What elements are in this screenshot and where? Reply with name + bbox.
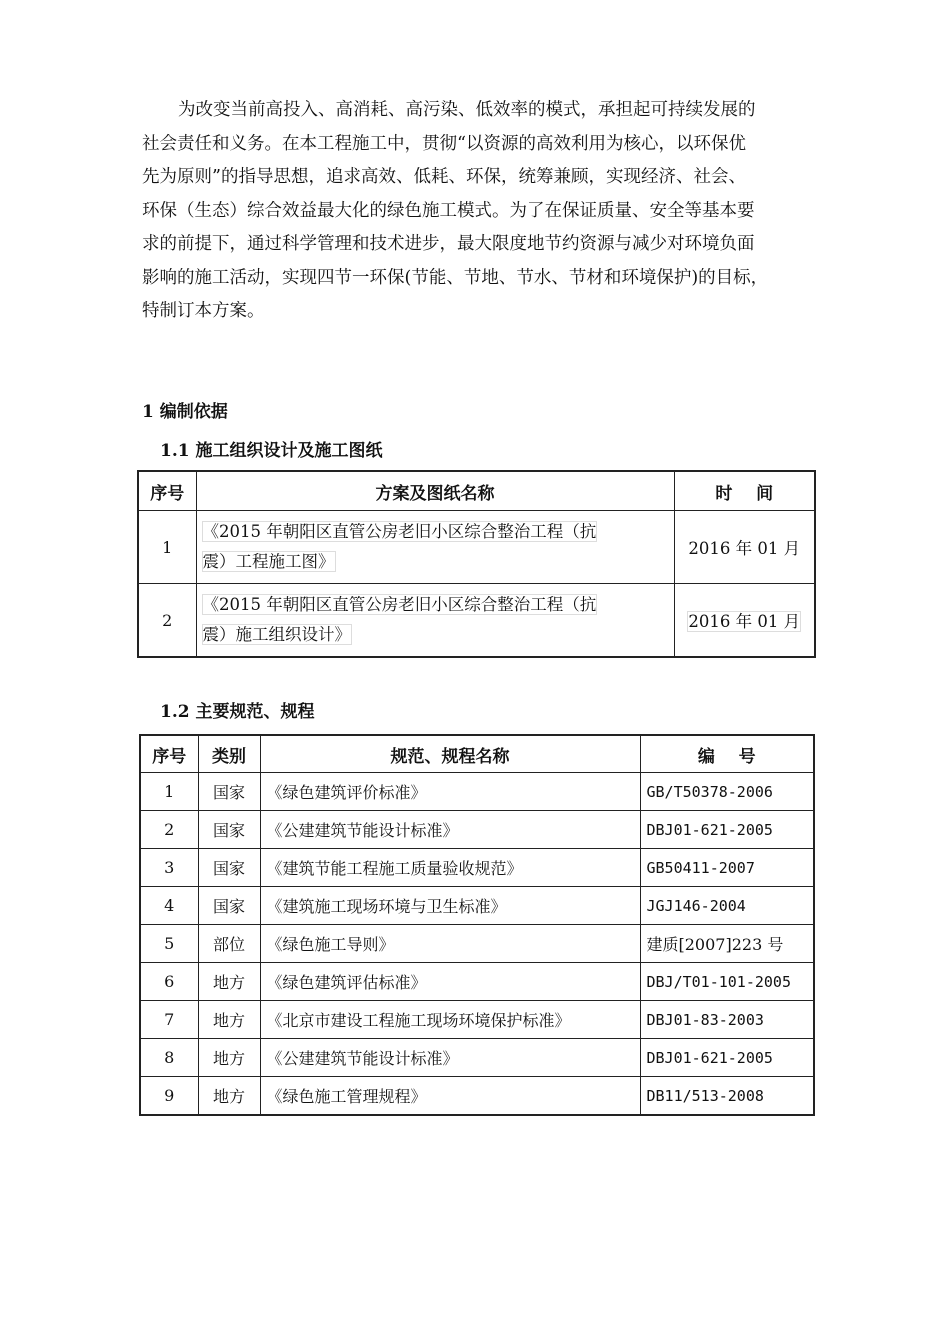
row-no: 1 [138, 511, 196, 584]
name-line: 《2015 年朝阳区直管公房老旧小区综合整治工程（抗 [202, 595, 597, 614]
header-no: 序号 [138, 471, 196, 511]
row-category: 国家 [198, 811, 260, 849]
header-no: 序号 [140, 735, 198, 773]
name-line: 震）施工组织设计》 [202, 625, 351, 644]
intro-line: 社会责任和义务。在本工程施工中，贯彻“以资源的高效利用为核心，以环保优 [142, 133, 746, 154]
row-code: GB50411-2007 [640, 849, 814, 887]
row-code: JGJ146-2004 [640, 887, 814, 925]
row-code: DBJ/T01-101-2005 [640, 963, 814, 1001]
subsection-heading-design-drawings: 1.1 施工组织设计及施工图纸 [160, 441, 383, 461]
row-category: 地方 [198, 1039, 260, 1077]
row-code: DBJ01-83-2003 [640, 1001, 814, 1039]
header-name: 方案及图纸名称 [196, 471, 674, 511]
row-code: DB11/513-2008 [640, 1077, 814, 1116]
row-standard-name: 《北京市建设工程施工现场环境保护标准》 [260, 1001, 640, 1039]
row-category: 地方 [198, 963, 260, 1001]
intro-line: 先为原则”的指导思想，追求高效、低耗、环保，统筹兼顾，实现经济、社会、 [142, 167, 746, 187]
name-line: 震）工程施工图》 [202, 552, 335, 571]
intro-line: 环保（生态）综合效益最大化的绿色施工模式。为了在保证质量、安全等基本要 [142, 200, 755, 221]
design-drawings-table [137, 470, 816, 658]
row-standard-name: 《建筑施工现场环境与卫生标准》 [260, 887, 640, 925]
row-no: 8 [140, 1039, 198, 1077]
intro-paragraph [142, 94, 814, 329]
row-standard-name: 《公建建筑节能设计标准》 [260, 811, 640, 849]
subsection-heading-standards: 1.2 主要规范、规程 [160, 702, 315, 722]
row-category: 国家 [198, 849, 260, 887]
row-category: 地方 [198, 1077, 260, 1116]
table-row [140, 1039, 814, 1077]
row-category: 部位 [198, 925, 260, 963]
table-row [140, 773, 814, 811]
table-row [140, 849, 814, 887]
row-code: 建质[2007]223 号 [640, 925, 814, 963]
header-standard-name: 规范、规程名称 [260, 735, 640, 773]
table-row [140, 1001, 814, 1039]
row-code: GB/T50378-2006 [640, 773, 814, 811]
table-row [140, 887, 814, 925]
intro-line: 影响的施工活动，实现四节一环保(节能、节地、节水、节材和环境保护)的目标， [142, 267, 769, 288]
intro-line: 为改变当前高投入、高消耗、高污染、低效率的模式，承担起可持续发展的 [178, 100, 756, 120]
table-row [138, 511, 815, 584]
table-row [140, 925, 814, 963]
row-category: 地方 [198, 1001, 260, 1039]
row-code: DBJ01-621-2005 [640, 1039, 814, 1077]
row-standard-name: 《建筑节能工程施工质量验收规范》 [260, 849, 640, 887]
row-no: 7 [140, 1001, 198, 1039]
row-standard-name: 《公建建筑节能设计标准》 [260, 1039, 640, 1077]
name-line: 《2015 年朝阳区直管公房老旧小区综合整治工程（抗 [202, 522, 597, 541]
row-standard-name: 《绿色施工导则》 [260, 925, 640, 963]
row-no: 2 [138, 584, 196, 658]
table-row [140, 811, 814, 849]
row-standard-name: 《绿色建筑评价标准》 [260, 773, 640, 811]
row-no: 4 [140, 887, 198, 925]
table-row [138, 584, 815, 658]
intro-line: 求的前提下，通过科学管理和技术进步，最大限度地节约资源与减少对环境负面 [142, 234, 755, 254]
date-value: 2016 年 01 月 [688, 612, 801, 631]
row-category: 国家 [198, 773, 260, 811]
row-no: 3 [140, 849, 198, 887]
row-no: 9 [140, 1077, 198, 1116]
standards-table [139, 734, 815, 1116]
row-no: 5 [140, 925, 198, 963]
table-header-row [140, 735, 814, 773]
row-code: DBJ01-621-2005 [640, 811, 814, 849]
row-date: 2016 年 01 月 [674, 511, 815, 584]
row-date [674, 584, 815, 658]
row-category: 国家 [198, 887, 260, 925]
section-heading-basis: 1 编制依据 [142, 402, 228, 422]
header-category: 类别 [198, 735, 260, 773]
row-standard-name: 《绿色建筑评估标准》 [260, 963, 640, 1001]
row-standard-name: 《绿色施工管理规程》 [260, 1077, 640, 1116]
intro-line: 特制订本方案。 [142, 301, 265, 321]
table-row [140, 963, 814, 1001]
row-no: 6 [140, 963, 198, 1001]
row-name [196, 584, 674, 658]
header-time: 时 间 [674, 471, 815, 511]
row-no: 1 [140, 773, 198, 811]
table-header-row [138, 471, 815, 511]
row-no: 2 [140, 811, 198, 849]
row-name [196, 511, 674, 584]
header-code: 编 号 [640, 735, 814, 773]
table-row [140, 1077, 814, 1116]
